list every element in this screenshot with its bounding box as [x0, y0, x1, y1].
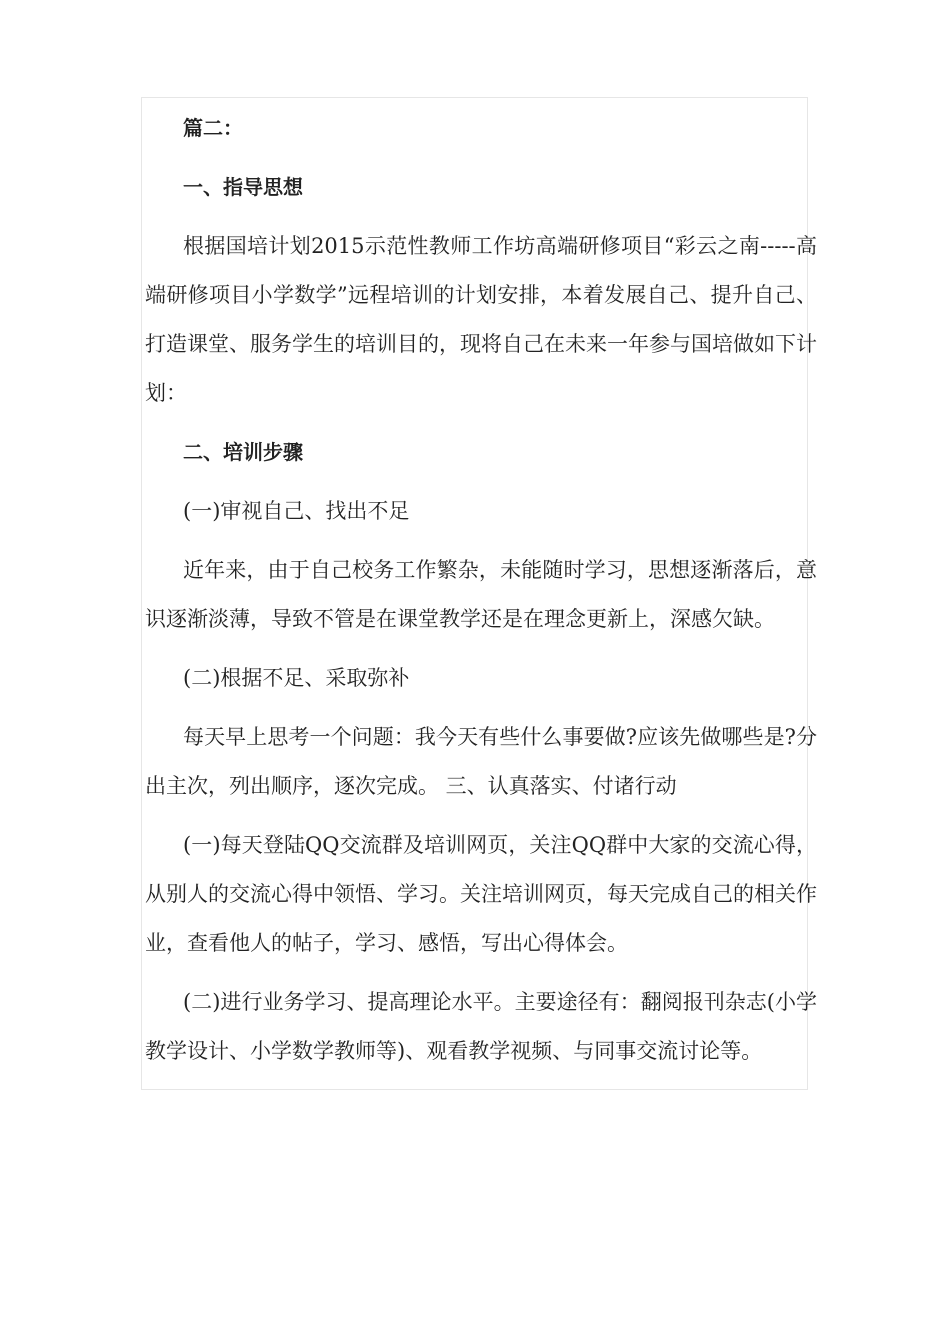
paragraph-qq-group: (一)每天登陆QQ交流群及培训网页，关注QQ群中大家的交流心得，从别人的交流心得中领悟、学习。关注培训网页，每天完成自己的相关作业，查看他人的帖子，学习、感悟，写出心得体会。	[145, 833, 817, 955]
paragraph-study: (二)进行业务学习、提高理论水平。主要途径有：翻阅报刊杂志(小学教学设计、小学数学教师等)、观看教学视频、与同事交流讨论等。	[145, 990, 817, 1063]
heading-training-steps: 二、培训步骤	[183, 440, 303, 464]
section-label: 篇二：	[183, 116, 243, 140]
subheading-self-review: (一)审视自己、找出不足	[183, 499, 410, 523]
paragraph-self-review: 近年来，由于自己校务工作繁杂，未能随时学习，思想逐渐落后，意识逐渐淡薄，导致不管是在课堂教学还是在理念更新上，深感欠缺。	[145, 558, 817, 631]
paragraph-remedy: 每天早上思考一个问题：我今天有些什么事要做?应该先做哪些是?分出主次，列出顺序，逐次完成。 三、认真落实、付诸行动	[145, 725, 817, 798]
document-body	[145, 104, 817, 1086]
heading-guiding-ideology: 一、指导思想	[183, 175, 303, 199]
paragraph-intro: 根据国培计划2015示范性教师工作坊高端研修项目“彩云之南-----高端研修项目小学数学”远程培训的计划安排，本着发展自己、提升自己、打造课堂、服务学生的培训目的，现将自己在未来一年参与国培做如下计划：	[145, 234, 817, 405]
subheading-remedy: (二)根据不足、采取弥补	[183, 666, 410, 690]
